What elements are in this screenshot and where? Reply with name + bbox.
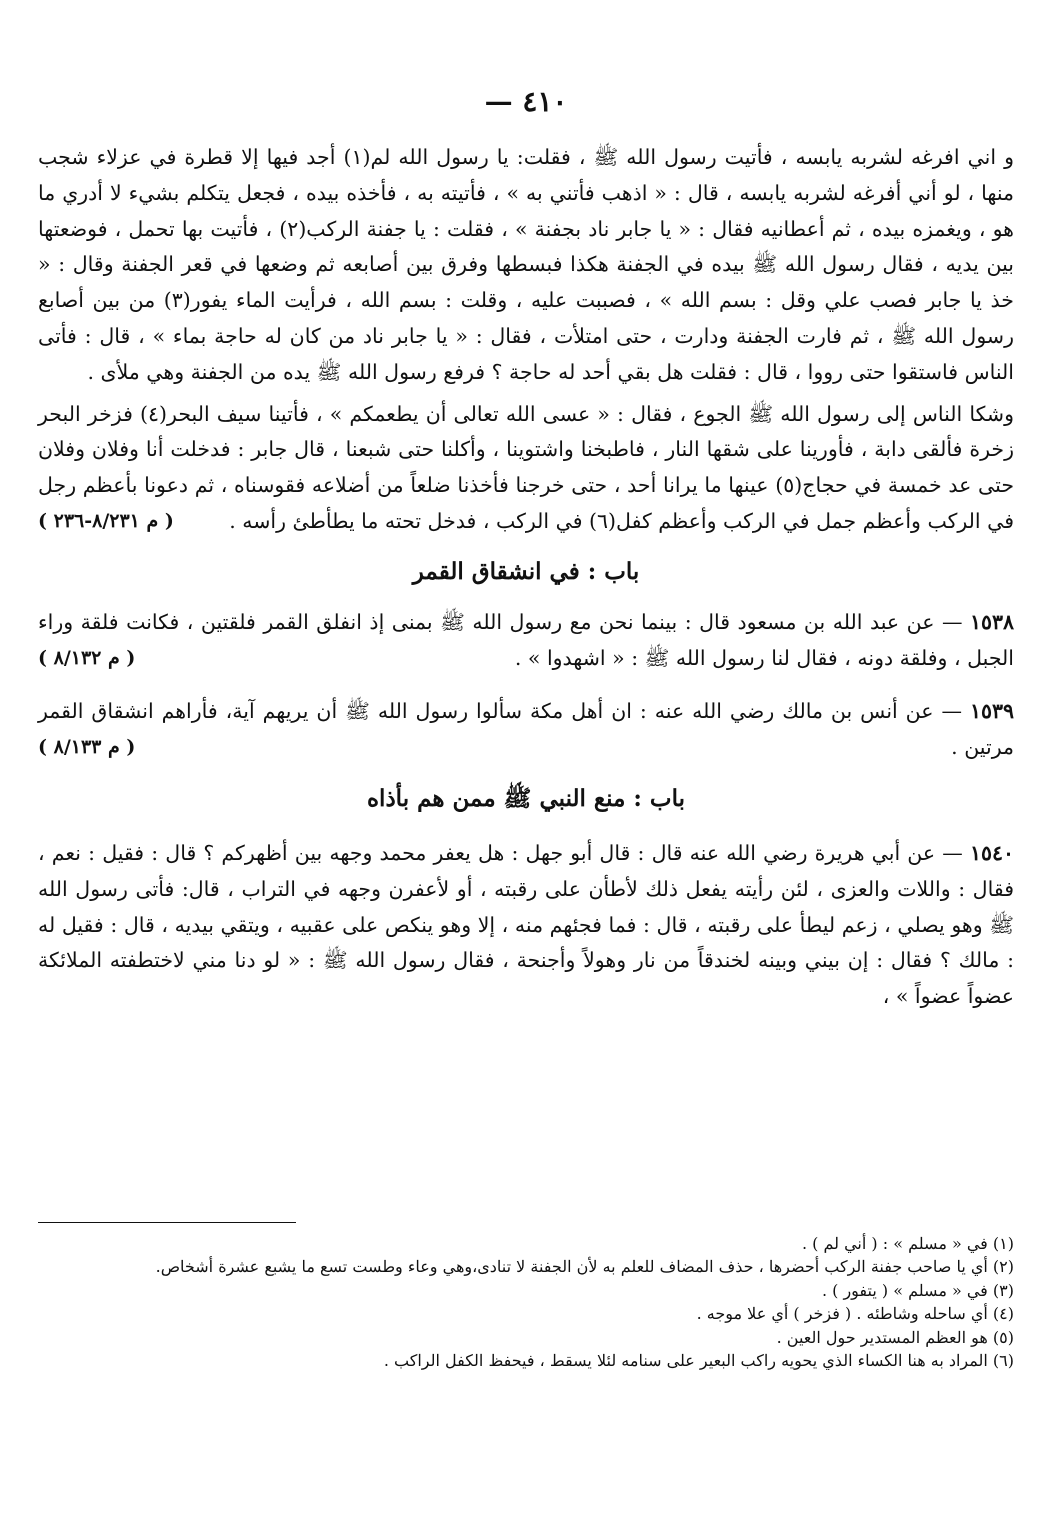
hadith-1540 [38, 836, 1014, 1015]
paragraph-1: و اني افرغه لشربه يابسه ، فأتيت رسول الله ﷺ ، فقلت: يا رسول الله لم(١) أجد فيها إلا قطرة في عزلاء شجب منها ، لو أني أفرغه لشربه يابسه ، قال : « اذهب فأتني به » ، فأتيته به ، فأخذه بيده ، فجعل يتكلم بشيء لا أدري ما هو ، ويغمزه بيده ، ثم أعطانيه فقال : « يا جابر ناد بجفنة » ، فقلت : يا جفنة الركب(٢) ، فأتيت بها تحمل ، فوضعتها بين يديه ، فقال رسول الله ﷺ بيده في الجفنة هكذا فبسطها وفرق بين أصابعه ثم وضعها في قعر الجفنة وقال : « خذ يا جابر فصب علي وقل : بسم الله » ، فصببت عليه ، وقلت : بسم الله ، فرأيت الماء يفور(٣) من بين أصابع رسول الله ﷺ ، ثم فارت الجفنة ودارت ، حتى امتلأت ، فقال : « يا جابر ناد من كان له حاجة بماء » ، قال : فأتى الناس فاستقوا حتى رووا ، قال : فقلت هل بقي أحد له حاجة ؟ فرفع رسول الله ﷺ يده من الجفنة وهي ملأى . [38, 145, 1014, 384]
citation-1538: ( م ٨/١٣٢ ) [38, 646, 136, 669]
footnote-2: (٢) أي يا صاحب جفنة الركب أحضرها ، حذف المضاف للعلم به لأن الجفنة لا تنادى،وهي وعاء وطست تسع ما يشبع عشرة أشخاص. [155, 1257, 1014, 1277]
paragraph-2-text: وشكا الناس إلى رسول الله ﷺ الجوع ، فقال : « عسى الله تعالى أن يطعمكم » ، فأتينا سيف البحر(٤) فزخر البحر زخرة فألقى دابة ، فأورينا على شقها النار ، فاطبخنا واشتوينا ، وأكلنا حتى شبعنا ، قال جابر : فدخلت أنا وفلان وفلان حتى عد خمسة في حجاج(٥) عينها ما يرانا أحد ، حتى خرجنا فأخذنا ضلعاً من أضلاعه فقوسناه ، ثم دعونا بأعظم رجل في الركب وأعظم جمل في الركب وأعظم كفل(٦) في الركب ، فدخل تحته ما يطأطئ رأسه . [38, 401, 1015, 533]
footnote-divider [38, 1222, 296, 1223]
hadith-number: ١٥٣٨ [969, 609, 1014, 634]
footnote-3: (٣) في « مسلم » ( يتفور ) . [821, 1280, 1014, 1300]
citation-1539: ( م ٨/١٣٣ ) [38, 736, 136, 759]
hadith-text: — عن أبي هريرة رضي الله عنه قال : قال أبو جهل : هل يعفر محمد وجهه بين أظهركم ؟ قال : فقيل : نعم ، فقال : واللات والعزى ، لئن رأيته يفعل ذلك لأطأن على رقبته ، أو لأعفرن وجهه في التراب ، قال: فأتى رسول الله ﷺ وهو يصلي ، زعم ليطأ على رقبته ، قال : فما فجئهم منه ، إلا وهو ينكص على عقبيه ، ويتقي بيديه ، قال : فقيل له : مالك ؟ فقال : إن بيني وبينه لخندقاً من نار وهولاً وأجنحة ، فقال رسول الله ﷺ : « لو دنا مني لاختطفته الملائكة عضواً عضواً » ، [38, 840, 1014, 1009]
hadith-text: — عن أنس بن مالك رضي الله عنه : ان أهل مكة سألوا رسول الله ﷺ أن يريهم آية، فأراهم انشقاق القمر مرتين . [38, 699, 1014, 760]
hadith-1539 [38, 694, 1014, 766]
footnote-4: (٤) أي ساحله وشاطئه . ( فزخر ) أي علا موجه . [696, 1304, 1014, 1324]
page-number: ٤١٠ — [484, 85, 568, 118]
chapter-heading-protection: باب : منع النبي ﷺ ممن هم بأذاه [367, 784, 685, 812]
body-text [38, 140, 1014, 1015]
footnote-6: (٦) المراد به هنا الكساء الذي يحويه راكب البعير على سنامه لئلا يسقط ، فيحفظ الكفل الراكب . [383, 1351, 1014, 1371]
chapter-heading-moon-split: باب : في انشقاق القمر [412, 557, 640, 585]
paragraph-2 [38, 397, 1014, 540]
footnotes [38, 1232, 1014, 1372]
footnote-1: (١) في « مسلم » : ( أني لم ) . [801, 1234, 1014, 1253]
hadith-text: — عن عبد الله بن مسعود قال : بينما نحن مع رسول الله ﷺ بمنى إذ انفلق القمر فلقتين ، فكانت فلقة وراء الجبل ، وفلقة دونه ، فقال لنا رسول الله ﷺ : « اشهدوا » . [38, 609, 1014, 670]
hadith-number: ١٥٣٩ [969, 699, 1014, 724]
hadith-number: ١٥٤٠ [969, 840, 1014, 865]
hadith-1538 [38, 605, 1014, 677]
citation-1537: ( م ٨/٢٣١-٢٣٦ ) [38, 509, 174, 532]
book-page [38, 0, 1014, 1538]
footnote-5: (٥) هو العظم المستدير حول العين . [776, 1327, 1014, 1347]
